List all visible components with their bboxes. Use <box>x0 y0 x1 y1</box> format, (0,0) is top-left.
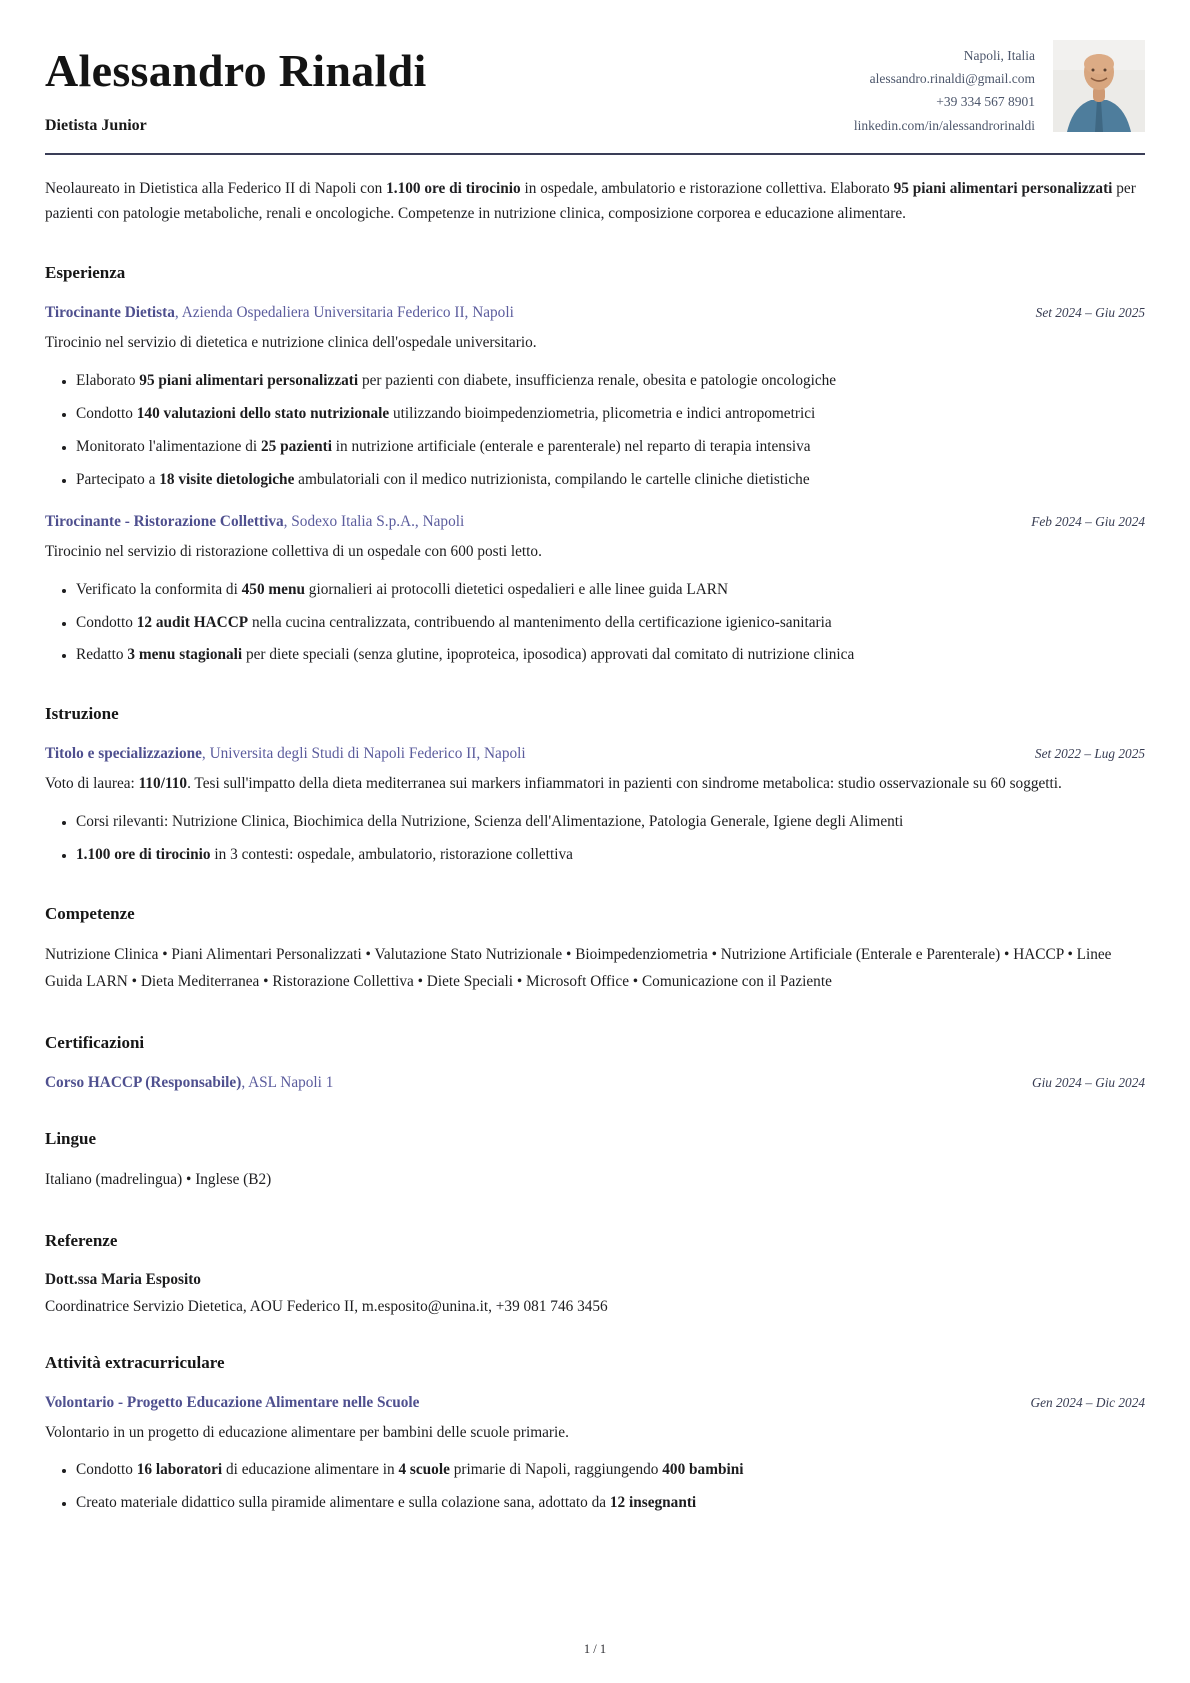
section-heading-languages: Lingue <box>45 1129 97 1149</box>
certification-issuer: , ASL Napoli 1 <box>241 1074 333 1091</box>
section-heading-certifications: Certificazioni <box>45 1033 145 1053</box>
header-divider <box>45 153 1145 155</box>
entry-title <box>45 513 484 531</box>
education-bullet: • Corsi rilevanti: Nutrizione Clinica, Biochimica della Nutrizione, Scienza dell'Alimentazione, Patologia Generale, Igiene degli Alimenti <box>76 811 1145 834</box>
job-description: Tirocinio nel servizio di ristorazione collettiva di un ospedale con 600 posti letto. <box>45 542 542 560</box>
page-number: 1 / 1 <box>583 1642 607 1656</box>
activity-bullet-list <box>45 1459 1145 1515</box>
reference-name: Dott.ssa Maria Esposito <box>45 1270 201 1288</box>
experience-entry <box>45 513 1145 668</box>
job-title: Tirocinante Dietista <box>45 304 175 322</box>
activity-bullet: • Condotto 16 laboratori di educazione alimentare in 4 scuole primarie di Napoli, raggiungendo 400 bambini <box>76 1459 1145 1482</box>
job-bullet-list <box>45 579 1145 668</box>
experience-entry <box>45 304 1145 491</box>
section-languages <box>45 1129 1145 1194</box>
section-heading-references: Referenze <box>45 1230 118 1250</box>
contact-location: Napoli, Italia <box>963 48 1035 63</box>
education-bullet: • 1.100 ore di tirocinio in 3 contesti: ospedale, ambulatorio, ristorazione collettiva <box>76 844 1145 867</box>
job-bullet: • Elaborato 95 piani alimentari personalizzati per pazienti con diabete, insufficienza renale, obesita e patologie oncologiche <box>76 370 1145 393</box>
certification-dates: Giu 2024 – Giu 2024 <box>1031 1075 1145 1091</box>
person-name: Alessandro Rinaldi <box>45 45 427 96</box>
header-identity <box>45 40 427 135</box>
education-dates: Set 2022 – Lug 2025 <box>1034 746 1145 762</box>
degree-title: Titolo e specializzazione <box>45 745 202 763</box>
entry-title <box>45 745 546 763</box>
person-job-title: Dietista Junior <box>45 116 147 134</box>
summary-paragraph: Neolaureato in Dietistica alla Federico II di Napoli con 1.100 ore di tirocinio in ospedale, ambulatorio e ristorazione collettiva. Elaborato 95 piani alimentari personalizzati per pazienti con patologie metaboliche, renali e oncologiche. Competenze in nutrizione clinica, composizione corporea e educazione alimentare. <box>45 179 1136 222</box>
profile-photo <box>1053 40 1145 132</box>
section-references <box>45 1231 1145 1316</box>
job-dates: Set 2024 – Giu 2025 <box>1035 305 1145 321</box>
section-skills <box>45 904 1145 996</box>
contact-email: alessandro.rinaldi@gmail.com <box>869 71 1035 87</box>
education-bullet-list <box>45 811 1145 867</box>
reference-details: Coordinatrice Servizio Dietetica, AOU Federico II, m.esposito@unina.it, +39 081 746 3456 <box>45 1297 608 1315</box>
job-bullet: • Partecipato a 18 visite dietologiche ambulatoriali con il medico nutrizionista, compilando le cartelle cliniche dietistiche <box>76 469 1145 492</box>
school-name: , Universita degli Studi di Napoli Federico II, Napoli <box>202 745 526 762</box>
section-heading-extracurricular: Attività extracurriculare <box>45 1352 225 1372</box>
job-bullet: • Condotto 140 valutazioni dello stato nutrizionale utilizzando bioimpedenziometria, plicometria e indici antropometrici <box>76 403 1145 426</box>
job-company: , Azienda Ospedaliera Universitaria Federico II, Napoli <box>175 304 514 321</box>
entry-title <box>45 304 534 322</box>
job-bullet: • Monitorato l'alimentazione di 25 pazienti in nutrizione artificiale (enterale e parenterale) nel reparto di terapia intensiva <box>76 436 1145 459</box>
contact-info <box>854 44 1035 137</box>
section-heading-experience: Esperienza <box>45 263 126 283</box>
section-extracurricular <box>45 1353 1145 1516</box>
certification-title: Corso HACCP (Responsabile) <box>45 1074 242 1092</box>
entry-head <box>45 1394 1145 1412</box>
person-photo-illustration <box>1053 40 1145 132</box>
activity-description: Volontario in un progetto di educazione alimentare per bambini delle scuole primarie. <box>45 1423 569 1441</box>
extracurricular-entry <box>45 1394 1145 1516</box>
section-education <box>45 704 1145 867</box>
entry-title <box>45 1074 353 1092</box>
job-bullet: • Verificato la conformita di 450 menu giornalieri ai protocolli dietetici ospedalieri e alle linee guida LARN <box>76 579 1145 602</box>
activity-dates: Gen 2024 – Dic 2024 <box>1030 1394 1145 1410</box>
job-bullet: • Redatto 3 menu stagionali per diete speciali (senza glutine, ipoproteica, iposodica) approvati dal comitato di nutrizione clinica <box>76 644 1145 667</box>
job-bullet-list <box>45 370 1145 492</box>
contact-phone: +39 334 567 8901 <box>936 94 1035 110</box>
entry-head <box>45 304 1145 322</box>
section-experience <box>45 263 1145 667</box>
job-dates: Feb 2024 – Giu 2024 <box>1031 513 1145 529</box>
header <box>45 40 1145 137</box>
job-company: , Sodexo Italia S.p.A., Napoli <box>284 513 465 530</box>
languages-list: Italiano (madrelingua) • Inglese (B2) <box>45 1171 272 1189</box>
header-contact-block <box>854 40 1145 137</box>
section-heading-skills: Competenze <box>45 903 135 923</box>
activity-bullet: • Creato materiale didattico sulla piramide alimentare e sulla colazione sana, adottato da 12 insegnanti <box>76 1492 1145 1515</box>
contact-linkedin: linkedin.com/in/alessandrorinaldi <box>853 117 1035 133</box>
education-entry <box>45 745 1145 867</box>
section-certifications <box>45 1033 1145 1092</box>
job-title: Tirocinante - Ristorazione Collettiva <box>45 512 284 530</box>
section-heading-education: Istruzione <box>45 704 119 724</box>
job-description: Tirocinio nel servizio di dietetica e nutrizione clinica dell'ospedale universitario. <box>45 334 537 352</box>
skills-list: Nutrizione Clinica • Piani Alimentari Personalizzati • Valutazione Stato Nutrizionale • Bioimpedenziometria • Nutrizione Artificiale (Enterale e Parenterale) • HACCP • Linee Guida LARN • Dieta Mediterranea • Ristorazione Collettiva • Diete Speciali • Microsoft Office • Comunicazione con il Paziente <box>45 945 1112 991</box>
job-bullet: • Condotto 12 audit HACCP nella cucina centralizzata, contribuendo al mantenimento della certificazione igienico-sanitaria <box>76 612 1145 635</box>
entry-head <box>45 513 1145 531</box>
entry-head <box>45 1074 1145 1092</box>
certification-entry <box>45 1074 1145 1092</box>
activity-title: Volontario - Progetto Educazione Alimentare nelle Scuole <box>45 1393 420 1411</box>
entry-head <box>45 745 1145 763</box>
education-description: Voto di laurea: 110/110. Tesi sull'impatto della dieta mediterranea sui markers infiammatori in pazienti con sindrome metabolica: studio osservazionale su 60 soggetti. <box>45 775 1062 793</box>
entry-title <box>45 1394 439 1412</box>
